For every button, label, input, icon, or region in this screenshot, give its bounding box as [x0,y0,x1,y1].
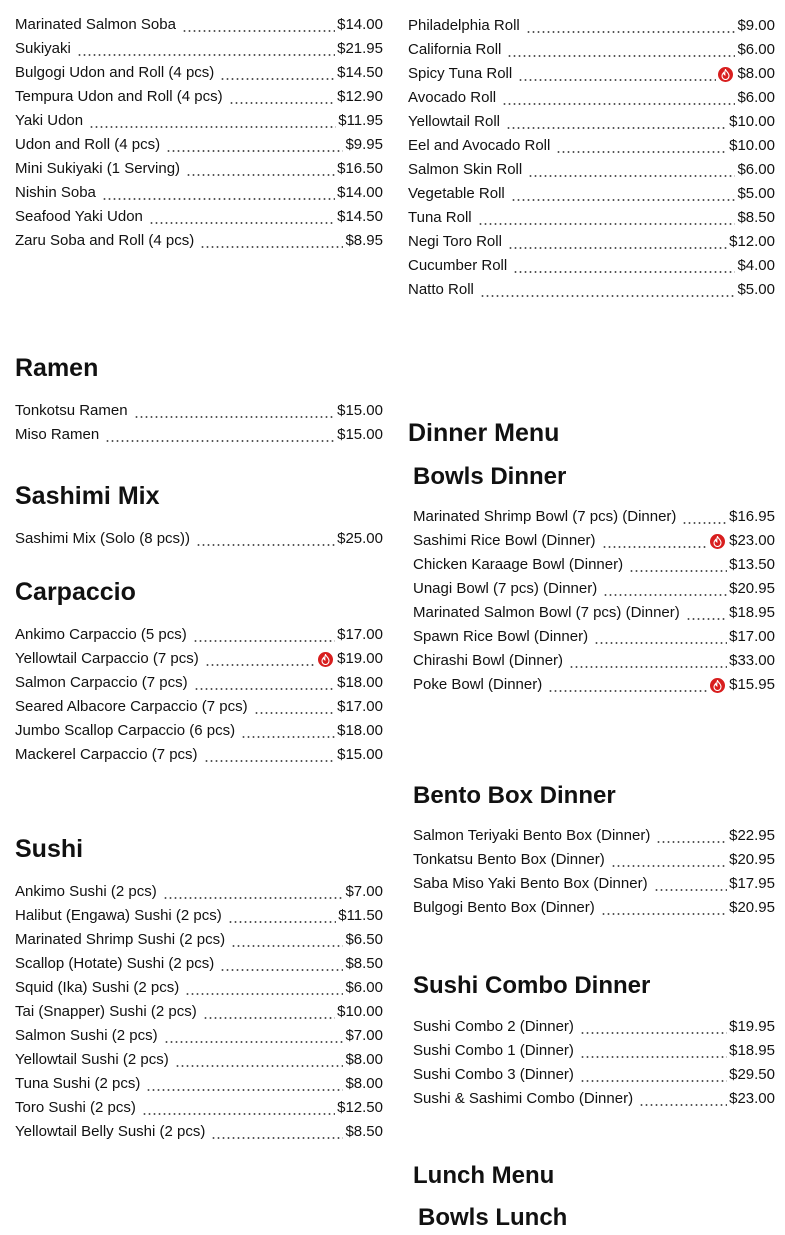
menu-item-name: Miso Ramen [15,426,100,443]
menu-item-name: Sukiyaki [15,40,71,57]
dot-leader [506,113,727,131]
menu-item-name: Marinated Salmon Bowl (7 pcs) (Dinner) [413,604,680,621]
menu-item-price: $25.00 [337,530,383,547]
dot-leader [231,931,343,949]
menu-item-price: $20.95 [729,851,775,868]
menu-item[interactable] [408,83,775,107]
menu-item-price: $15.95 [729,676,775,693]
dot-leader [182,16,335,34]
menu-item-name: Vegetable Roll [408,185,505,202]
menu-item-price: $11.50 [338,907,383,924]
flame-icon [710,678,725,693]
menu-item[interactable] [15,692,383,716]
menu-item-price: $9.00 [737,17,775,34]
menu-item-name: Nishin Soba [15,184,96,201]
dot-leader [580,1018,727,1036]
menu-item[interactable] [15,226,383,250]
menu-item-price: $8.50 [345,955,383,972]
menu-item[interactable] [408,59,775,83]
dot-leader [142,1099,335,1117]
menu-item[interactable] [15,1117,383,1141]
menu-item[interactable] [15,202,383,226]
menu-item-name: Negi Toro Roll [408,233,502,250]
menu-item-name: Cucumber Roll [408,257,508,274]
dot-leader [507,41,735,59]
menu-item-name: Squid (Ika) Sushi (2 pcs) [15,979,180,996]
menu-item-name: Halibut (Engawa) Sushi (2 pcs) [15,907,222,924]
menu-item[interactable] [15,154,383,178]
roll-item-list [408,11,775,299]
menu-item-price: $19.00 [337,650,383,667]
dot-leader [105,426,335,444]
menu-item-price: $16.95 [729,508,775,525]
menu-item-price: $12.90 [337,88,383,105]
menu-item[interactable] [413,622,775,646]
menu-item-name: Salmon Teriyaki Bento Box (Dinner) [413,827,651,844]
menu-item-name: Toro Sushi (2 pcs) [15,1099,136,1116]
dot-leader [163,883,344,901]
dot-leader [254,698,335,716]
menu-item-name: California Roll [408,41,502,58]
menu-item-name: Salmon Skin Roll [408,161,523,178]
menu-item-name: Mini Sukiyaki (1 Serving) [15,160,181,177]
sushi-item-list [15,877,383,1141]
dot-leader [518,65,716,83]
dot-leader [611,851,727,869]
dot-leader [228,907,336,925]
menu-item-name: Sushi & Sashimi Combo (Dinner) [413,1090,634,1107]
menu-item-name: Bulgogi Bento Box (Dinner) [413,899,595,916]
menu-item-name: Sushi Combo 3 (Dinner) [413,1066,574,1083]
menu-item[interactable] [15,997,383,1021]
menu-item-price: $20.95 [729,899,775,916]
dot-leader [220,64,335,82]
menu-item[interactable] [408,11,775,35]
menu-item-price: $23.00 [729,532,775,549]
menu-item[interactable] [15,524,383,548]
menu-item-name: Chirashi Bowl (Dinner) [413,652,564,669]
menu-item[interactable] [408,275,775,299]
menu-item-price: $10.00 [337,1003,383,1020]
dot-leader [211,1123,343,1141]
bowls-dinner-item-list [413,502,775,694]
menu-item-price: $20.95 [729,580,775,597]
menu-item-name: Udon and Roll (4 pcs) [15,136,161,153]
flame-icon [718,67,733,82]
menu-item-price: $17.00 [337,626,383,643]
menu-item[interactable] [15,949,383,973]
section-title-lunch-menu: Lunch Menu [413,1162,555,1189]
menu-item-price: $6.00 [737,161,775,178]
dot-leader [580,1042,727,1060]
menu-item[interactable] [15,644,383,668]
dot-leader [569,652,727,670]
menu-item[interactable] [408,155,775,179]
menu-item-price: $5.00 [737,281,775,298]
menu-item-name: Marinated Shrimp Bowl (7 pcs) (Dinner) [413,508,677,525]
dot-leader [629,556,727,574]
menu-item[interactable] [15,1069,383,1093]
dot-leader [603,580,727,598]
menu-item[interactable] [15,1021,383,1045]
menu-item-name: Ankimo Carpaccio (5 pcs) [15,626,187,643]
menu-item-name: Tuna Roll [408,209,472,226]
menu-item[interactable] [15,877,383,901]
dot-leader [502,89,735,107]
menu-item-price: $4.00 [737,257,775,274]
menu-item[interactable] [15,668,383,692]
menu-item-price: $14.00 [337,184,383,201]
dot-leader [508,233,727,251]
menu-item[interactable] [413,1012,775,1036]
section-title-bowls-lunch: Bowls Lunch [418,1204,568,1231]
dot-leader [205,650,316,668]
dot-leader [656,827,727,845]
menu-item-name: Seafood Yaki Udon [15,208,143,225]
menu-item[interactable] [15,106,383,130]
menu-item-price: $17.95 [729,875,775,892]
menu-item-price: $17.00 [337,698,383,715]
dot-leader [203,1003,335,1021]
menu-item-name: Yellowtail Sushi (2 pcs) [15,1051,169,1068]
dot-leader [146,1075,343,1093]
dot-leader [478,209,736,227]
section-title-carpaccio: Carpaccio [15,578,136,606]
menu-item-name: Zaru Soba and Roll (4 pcs) [15,232,195,249]
menu-item-price: $12.00 [729,233,775,250]
menu-item-price: $8.00 [345,1075,383,1092]
dot-leader [102,184,335,202]
menu-item[interactable] [413,869,775,893]
menu-item-price: $7.00 [345,1027,383,1044]
dot-leader [77,40,335,58]
menu-item-name: Tonkotsu Ramen [15,402,128,419]
menu-item[interactable] [15,1093,383,1117]
dot-leader [89,112,336,130]
dot-leader [204,746,336,764]
flame-icon [710,534,725,549]
menu-item-price: $22.95 [729,827,775,844]
menu-item-price: $14.00 [337,16,383,33]
dot-leader [639,1090,727,1108]
menu-item[interactable] [413,821,775,845]
section-title-dinner-menu: Dinner Menu [408,419,560,447]
menu-item-price: $8.50 [345,1123,383,1140]
menu-item-name: Marinated Salmon Soba [15,16,176,33]
menu-item[interactable] [15,740,383,764]
menu-item-name: Marinated Shrimp Sushi (2 pcs) [15,931,226,948]
dot-leader [682,508,727,526]
menu-item[interactable] [413,845,775,869]
dot-leader [229,88,336,106]
menu-item[interactable] [413,550,775,574]
dot-leader [186,160,335,178]
section-title-sashimi-mix: Sashimi Mix [15,482,160,510]
menu-item[interactable] [15,34,383,58]
menu-item[interactable] [408,131,775,155]
menu-item-name: Unagi Bowl (7 pcs) (Dinner) [413,580,598,597]
menu-item-price: $18.95 [729,604,775,621]
dot-leader [196,530,335,548]
menu-item-name: Yaki Udon [15,112,84,129]
dot-leader [526,17,736,35]
menu-item-name: Chicken Karaage Bowl (Dinner) [413,556,624,573]
menu-item-name: Yellowtail Carpaccio (7 pcs) [15,650,199,667]
menu-item[interactable] [15,82,383,106]
dot-leader [686,604,727,622]
menu-item-price: $10.00 [729,137,775,154]
menu-item-price: $15.00 [337,746,383,763]
menu-item[interactable] [15,396,383,420]
menu-item-name: Jumbo Scallop Carpaccio (6 pcs) [15,722,236,739]
carpaccio-item-list [15,620,383,764]
menu-item[interactable] [15,10,383,34]
menu-item-price: $8.00 [737,65,775,82]
menu-item-price: $12.50 [337,1099,383,1116]
menu-item[interactable] [413,1060,775,1084]
menu-item-price: $8.50 [737,209,775,226]
menu-item-price: $17.00 [729,628,775,645]
section-title-bento-box-dinner: Bento Box Dinner [413,782,616,809]
dot-leader [200,232,343,250]
menu-item-name: Avocado Roll [408,89,497,106]
dot-leader [241,722,335,740]
menu-item-name: Poke Bowl (Dinner) [413,676,543,693]
menu-item-price: $6.00 [345,979,383,996]
menu-item[interactable] [408,107,775,131]
menu-item-price: $10.00 [729,113,775,130]
menu-item[interactable] [413,1036,775,1060]
menu-item-price: $7.00 [345,883,383,900]
menu-item[interactable] [408,251,775,275]
menu-item-name: Ankimo Sushi (2 pcs) [15,883,157,900]
menu-item-name: Yellowtail Belly Sushi (2 pcs) [15,1123,206,1140]
menu-item[interactable] [408,227,775,251]
combo-dinner-item-list [413,1012,775,1108]
dot-leader [480,281,736,299]
menu-item-price: $8.00 [345,1051,383,1068]
dot-leader [134,402,336,420]
flame-icon [318,652,333,667]
dot-leader [149,208,335,226]
menu-item-name: Philadelphia Roll [408,17,520,34]
menu-item-name: Spawn Rice Bowl (Dinner) [413,628,589,645]
dot-leader [193,626,335,644]
menu-item[interactable] [15,58,383,82]
menu-item-name: Sashimi Mix (Solo (8 pcs)) [15,530,191,547]
dot-leader [594,628,727,646]
menu-item-name: Bulgogi Udon and Roll (4 pcs) [15,64,215,81]
menu-item[interactable] [15,130,383,154]
menu-item-name: Sushi Combo 2 (Dinner) [413,1018,574,1035]
dot-leader [511,185,736,203]
menu-item-name: Salmon Sushi (2 pcs) [15,1027,158,1044]
menu-item-price: $16.50 [337,160,383,177]
menu-item[interactable] [413,1084,775,1108]
menu-item-name: Seared Albacore Carpaccio (7 pcs) [15,698,248,715]
menu-item-price: $6.00 [737,89,775,106]
dot-leader [556,137,727,155]
menu-item-price: $5.00 [737,185,775,202]
menu-item-name: Saba Miso Yaki Bento Box (Dinner) [413,875,648,892]
dot-leader [185,979,343,997]
dot-leader [513,257,735,275]
menu-item[interactable] [413,670,775,694]
menu-item-price: $13.50 [729,556,775,573]
menu-item-name: Scallop (Hotate) Sushi (2 pcs) [15,955,215,972]
menu-item-price: $21.95 [337,40,383,57]
dot-leader [548,676,708,694]
menu-item-price: $6.50 [345,931,383,948]
dot-leader [166,136,343,154]
menu-item-name: Tonkatsu Bento Box (Dinner) [413,851,605,868]
dot-leader [654,875,728,893]
dot-leader [220,955,343,973]
menu-item-price: $18.00 [337,674,383,691]
menu-item-name: Salmon Carpaccio (7 pcs) [15,674,188,691]
dot-leader [194,674,336,692]
menu-item[interactable] [413,502,775,526]
menu-item[interactable] [408,179,775,203]
menu-item-price: $14.50 [337,208,383,225]
menu-item-name: Spicy Tuna Roll [408,65,513,82]
menu-item-name: Tuna Sushi (2 pcs) [15,1075,141,1092]
dot-leader [164,1027,344,1045]
menu-item[interactable] [413,574,775,598]
menu-item-price: $23.00 [729,1090,775,1107]
dot-leader [580,1066,727,1084]
menu-item-name: Sashimi Rice Bowl (Dinner) [413,532,596,549]
section-title-sushi: Sushi [15,835,84,863]
section-title-ramen: Ramen [15,354,99,382]
menu-item[interactable] [408,203,775,227]
menu-item-price: $15.00 [337,426,383,443]
dot-leader [602,532,709,550]
menu-item-price: $9.95 [345,136,383,153]
ramen-item-list [15,396,383,444]
menu-item-price: $18.00 [337,722,383,739]
menu-item[interactable] [408,35,775,59]
menu-item-name: Eel and Avocado Roll [408,137,551,154]
menu-item[interactable] [413,893,775,917]
dot-leader [601,899,727,917]
menu-item[interactable] [413,526,775,550]
menu-item-price: $18.95 [729,1042,775,1059]
menu-item[interactable] [15,620,383,644]
menu-item-price: $8.95 [345,232,383,249]
dot-leader [175,1051,344,1069]
menu-item[interactable] [15,178,383,202]
menu-item[interactable] [15,901,383,925]
menu-item-name: Tai (Snapper) Sushi (2 pcs) [15,1003,197,1020]
menu-item[interactable] [15,716,383,740]
bento-dinner-item-list [413,821,775,917]
menu-item[interactable] [15,420,383,444]
menu-item[interactable] [413,598,775,622]
menu-item-name: Yellowtail Roll [408,113,500,130]
menu-item[interactable] [413,646,775,670]
menu-item-name: Sushi Combo 1 (Dinner) [413,1042,574,1059]
section-title-bowls-dinner: Bowls Dinner [413,463,567,490]
menu-item-price: $19.95 [729,1018,775,1035]
dot-leader [528,161,735,179]
menu-item-price: $11.95 [338,112,383,129]
menu-item-price: $6.00 [737,41,775,58]
noodle-item-list [15,10,383,250]
menu-item[interactable] [15,1045,383,1069]
menu-item-price: $15.00 [337,402,383,419]
menu-item[interactable] [15,973,383,997]
menu-item-name: Mackerel Carpaccio (7 pcs) [15,746,198,763]
menu-item[interactable] [15,925,383,949]
menu-item-price: $14.50 [337,64,383,81]
menu-item-price: $33.00 [729,652,775,669]
sashimi-mix-item-list [15,524,383,548]
section-title-sushi-combo-dinner: Sushi Combo Dinner [413,972,651,999]
menu-item-name: Tempura Udon and Roll (4 pcs) [15,88,223,105]
menu-item-price: $29.50 [729,1066,775,1083]
menu-item-name: Natto Roll [408,281,474,298]
